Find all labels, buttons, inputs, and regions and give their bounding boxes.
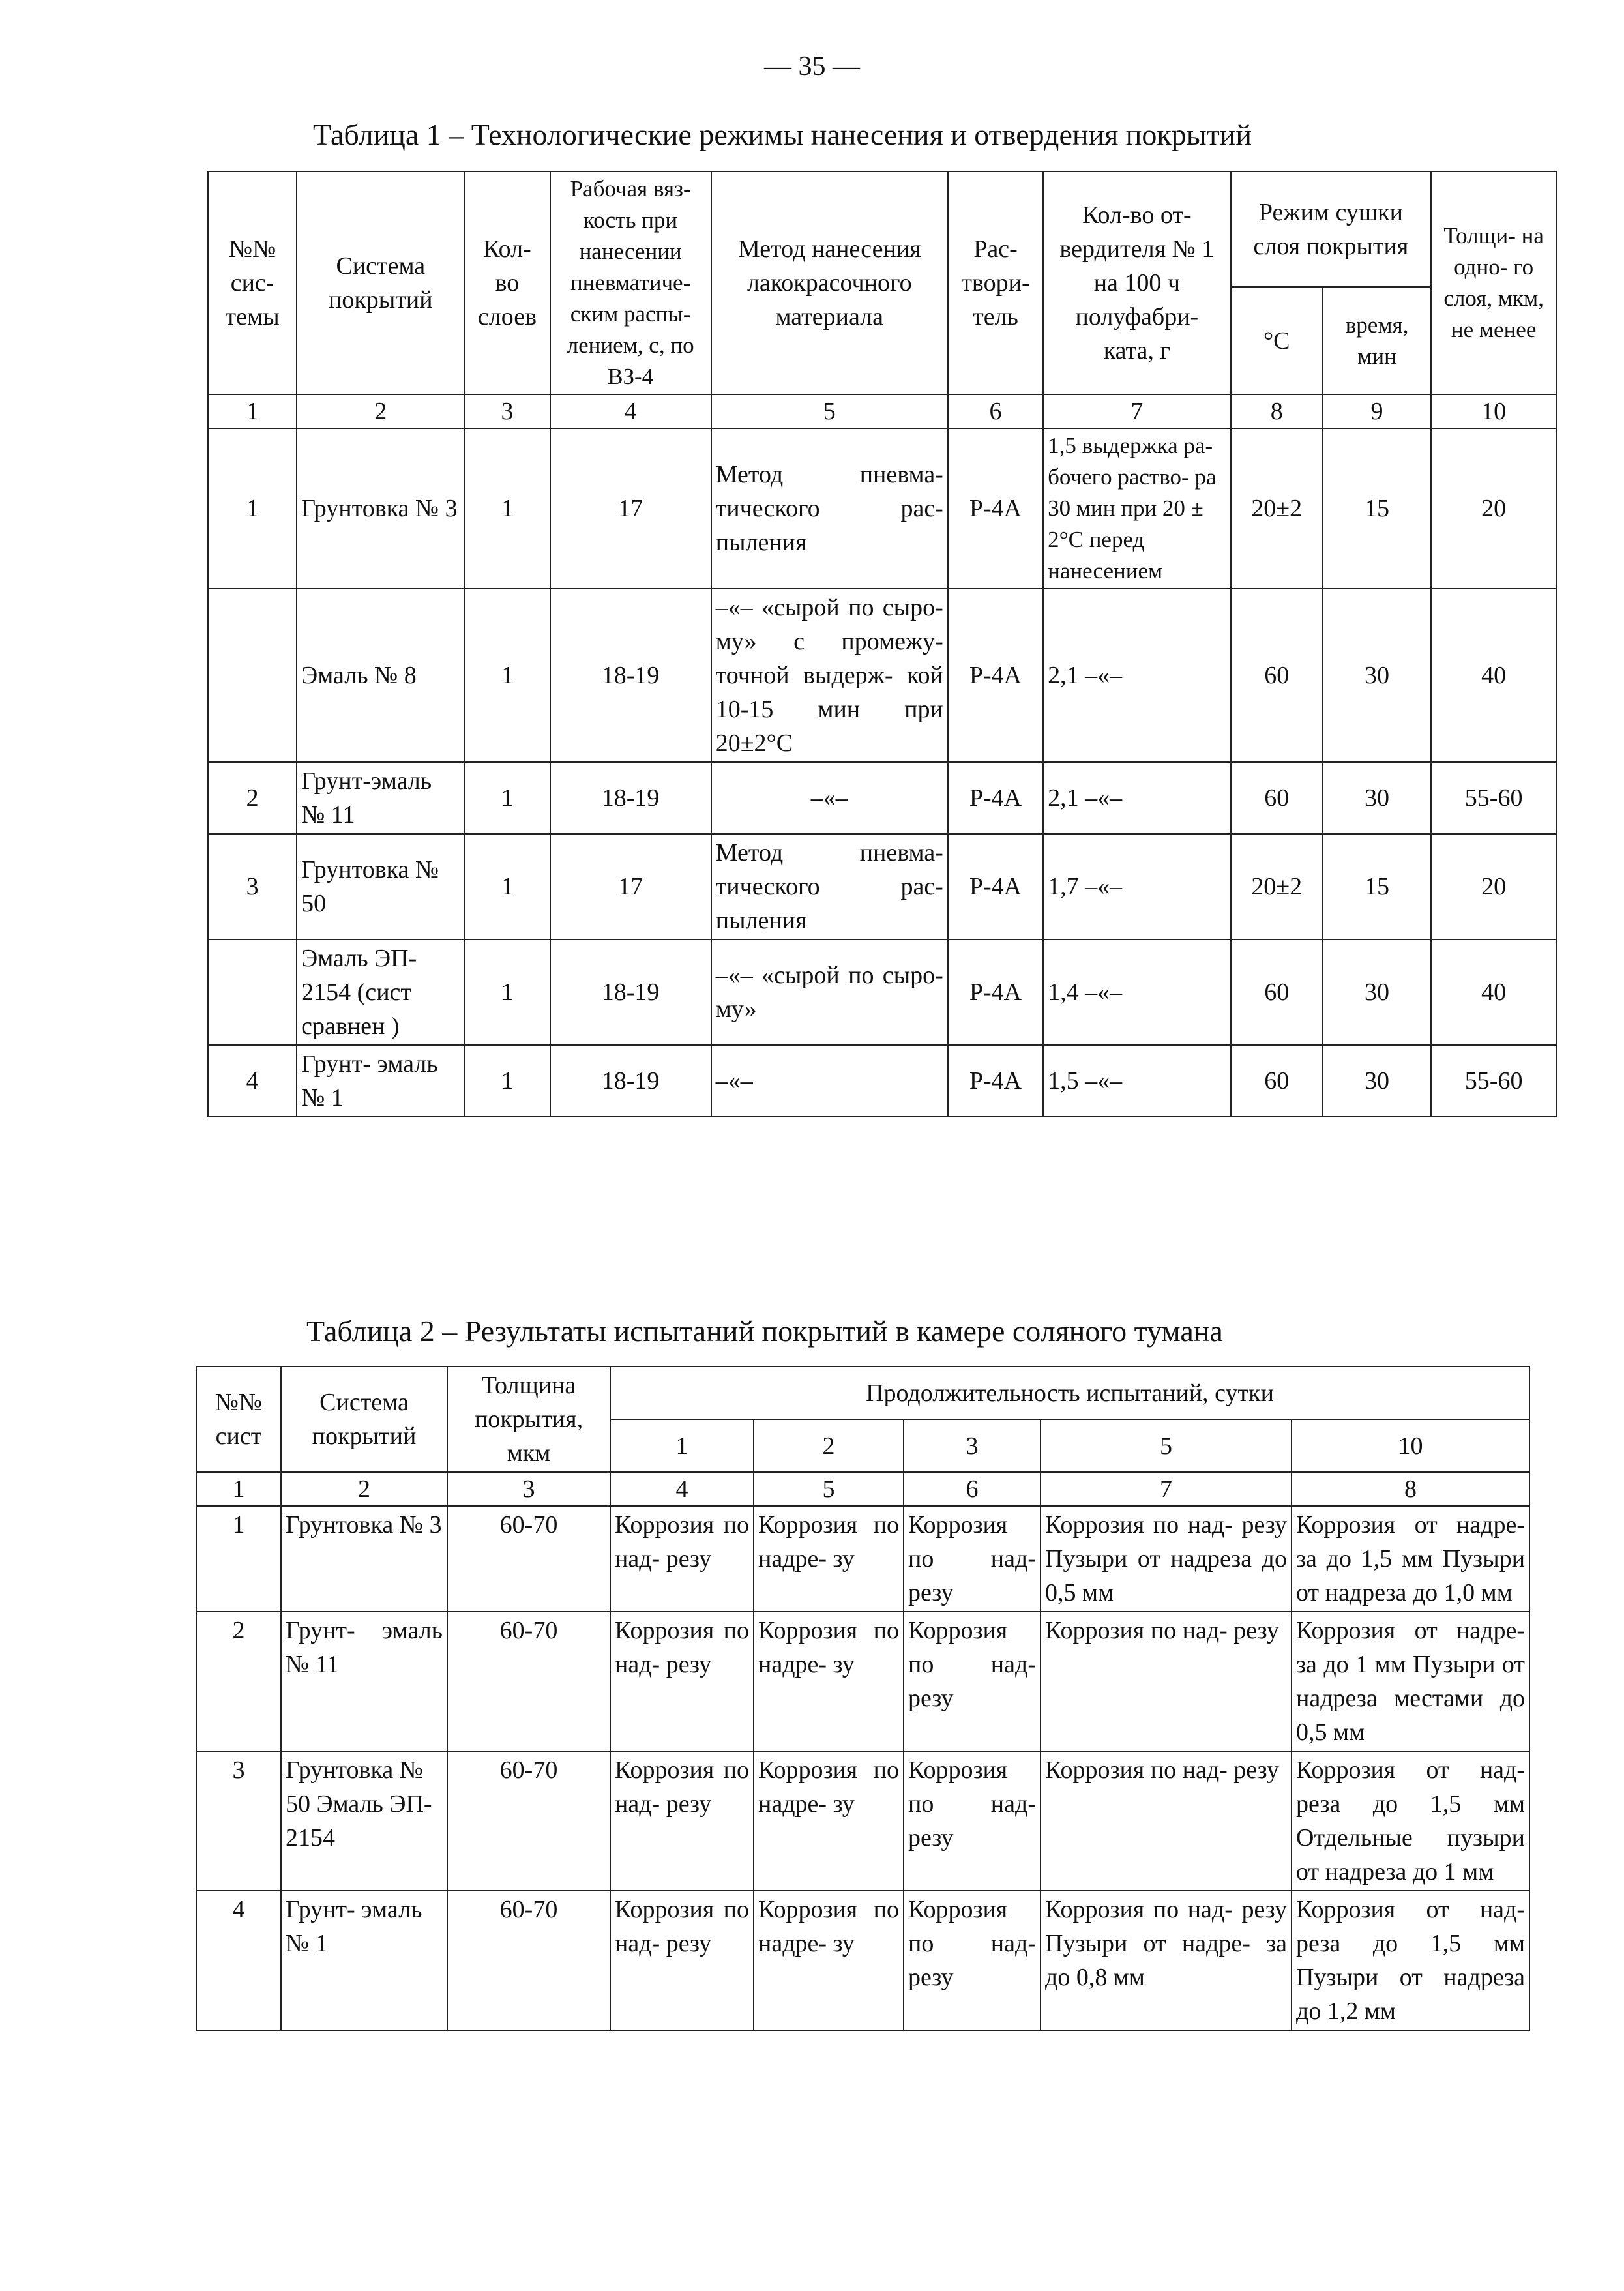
- cell-viscosity: 18-19: [550, 1045, 711, 1117]
- cell-method: –«– «сырой по сыро- му»: [711, 939, 948, 1045]
- cell-num: 2: [196, 1612, 281, 1751]
- table1-colnum-row: [208, 394, 1556, 428]
- t2-header-duration: Продолжительность испытаний, сутки: [610, 1367, 1529, 1419]
- t1-header-layers: Кол- во слоев: [464, 171, 550, 394]
- cell-method: Метод пневма- тического рас- пыления: [711, 428, 948, 589]
- cell-layers: 1: [464, 762, 550, 834]
- cell-day10: Коррозия от надре- за до 1,5 мм Пузыри от надреза до 1,0 мм: [1292, 1506, 1529, 1612]
- t2-colnum: 4: [610, 1472, 754, 1506]
- table-row: [208, 762, 1556, 834]
- cell-day5: Коррозия по над- резу Пузыри от надреза до 0,5 мм: [1041, 1506, 1292, 1612]
- cell-num: [208, 589, 297, 762]
- table-row: [196, 1612, 1529, 1751]
- t1-header-system: Система покрытий: [297, 171, 464, 394]
- page-number: — 35 —: [764, 52, 860, 81]
- cell-day5: Коррозия по над- резу: [1041, 1612, 1292, 1751]
- cell-day1: Коррозия по над- резу: [610, 1751, 754, 1891]
- t2-colnum: 5: [754, 1472, 904, 1506]
- t2-header-thickness: Толщина покрытия, мкм: [447, 1367, 610, 1472]
- cell-system: Грунт- эмаль № 1: [281, 1891, 447, 2030]
- t1-colnum: 8: [1231, 394, 1323, 428]
- cell-time: 15: [1323, 834, 1431, 939]
- t2-colnum: 1: [196, 1472, 281, 1506]
- t1-colnum: 1: [208, 394, 297, 428]
- cell-viscosity: 18-19: [550, 939, 711, 1045]
- cell-hardener: 1,5 выдержка ра- бочего раство- ра 30 мин при 20 ± 2°С перед нанесением: [1043, 428, 1231, 589]
- table1-header-row: [208, 171, 1556, 287]
- cell-num: 3: [196, 1751, 281, 1891]
- cell-day2: Коррозия по надре- зу: [754, 1612, 904, 1751]
- cell-thickness: 55-60: [1431, 1045, 1556, 1117]
- cell-num: [208, 939, 297, 1045]
- cell-thickness: 40: [1431, 589, 1556, 762]
- t2-colnum: 8: [1292, 1472, 1529, 1506]
- cell-temp: 60: [1231, 1045, 1323, 1117]
- t2-header-system: Система покрытий: [281, 1367, 447, 1472]
- cell-layers: 1: [464, 834, 550, 939]
- cell-system: Грунтовка № 3: [297, 428, 464, 589]
- cell-viscosity: 18-19: [550, 762, 711, 834]
- cell-layers: 1: [464, 428, 550, 589]
- cell-time: 15: [1323, 428, 1431, 589]
- cell-thickness: 60-70: [447, 1612, 610, 1751]
- cell-num: 1: [208, 428, 297, 589]
- t1-header-method: Метод нанесения лакокрасочного материала: [711, 171, 948, 394]
- table-row: [208, 939, 1556, 1045]
- t2-colnum: 7: [1041, 1472, 1292, 1506]
- t1-colnum: 2: [297, 394, 464, 428]
- cell-day10: Коррозия от над- реза до 1,5 мм Пузыри от надреза до 1,2 мм: [1292, 1891, 1529, 2030]
- cell-day10: Коррозия от над- реза до 1,5 мм Отдельные пузыри от надреза до 1 мм: [1292, 1751, 1529, 1891]
- cell-day3: Коррозия по над- резу: [904, 1506, 1041, 1612]
- table-row: [196, 1891, 1529, 2030]
- cell-layers: 1: [464, 1045, 550, 1117]
- t1-colnum: 10: [1431, 394, 1556, 428]
- t1-header-viscosity: Рабочая вяз- кость при нанесении пневматиче- ским распы- лением, с, по ВЗ-4: [550, 171, 711, 394]
- cell-day2: Коррозия по надре- зу: [754, 1506, 904, 1612]
- cell-time: 30: [1323, 939, 1431, 1045]
- cell-day2: Коррозия по надре- зу: [754, 1891, 904, 2030]
- cell-day1: Коррозия по над- резу: [610, 1891, 754, 2030]
- cell-day2: Коррозия по надре- зу: [754, 1751, 904, 1891]
- t1-colnum: 5: [711, 394, 948, 428]
- cell-layers: 1: [464, 589, 550, 762]
- cell-thickness: 60-70: [447, 1506, 610, 1612]
- t1-colnum: 7: [1043, 394, 1231, 428]
- cell-num: 2: [208, 762, 297, 834]
- table1: [207, 171, 1557, 1117]
- cell-system: Грунт- эмаль № 11: [281, 1612, 447, 1751]
- t1-header-solvent: Рас- твори- тель: [948, 171, 1043, 394]
- t1-colnum: 3: [464, 394, 550, 428]
- cell-method: –«–: [711, 762, 948, 834]
- cell-hardener: 1,4 –«–: [1043, 939, 1231, 1045]
- t1-colnum: 4: [550, 394, 711, 428]
- cell-temp: 60: [1231, 939, 1323, 1045]
- cell-hardener: 2,1 –«–: [1043, 762, 1231, 834]
- t1-header-temp: °С: [1231, 287, 1323, 394]
- cell-thickness: 40: [1431, 939, 1556, 1045]
- table-row: [208, 834, 1556, 939]
- t1-header-drying: Режим сушки слоя покрытия: [1231, 171, 1432, 287]
- cell-solvent: Р-4А: [948, 589, 1043, 762]
- t2-header-day: 3: [904, 1419, 1041, 1472]
- cell-thickness: 20: [1431, 834, 1556, 939]
- cell-day5: Коррозия по над- резу: [1041, 1751, 1292, 1891]
- table-row: [196, 1751, 1529, 1891]
- cell-layers: 1: [464, 939, 550, 1045]
- cell-thickness: 55-60: [1431, 762, 1556, 834]
- cell-num: 3: [208, 834, 297, 939]
- t2-header-day: 5: [1041, 1419, 1292, 1472]
- table2-colnum-row: [196, 1472, 1529, 1506]
- t2-header-day: 1: [610, 1419, 754, 1472]
- cell-system: Эмаль № 8: [297, 589, 464, 762]
- cell-viscosity: 17: [550, 834, 711, 939]
- cell-system: Грунтовка № 50: [297, 834, 464, 939]
- t2-header-num: №№ сист: [196, 1367, 281, 1472]
- t1-header-hardener: Кол-во от- вердителя № 1 на 100 ч полуфабри- ката, г: [1043, 171, 1231, 394]
- cell-thickness: 60-70: [447, 1891, 610, 2030]
- cell-method: –«– «сырой по сыро- му» с промежу- точной выдерж- кой 10-15 мин при 20±2°С: [711, 589, 948, 762]
- cell-thickness: 20: [1431, 428, 1556, 589]
- table-row: [208, 589, 1556, 762]
- cell-day1: Коррозия по над- резу: [610, 1506, 754, 1612]
- t1-header-time: время, мин: [1323, 287, 1431, 394]
- cell-system: Грунт- эмаль № 1: [297, 1045, 464, 1117]
- cell-day3: Коррозия по над- резу: [904, 1612, 1041, 1751]
- cell-time: 30: [1323, 762, 1431, 834]
- cell-system: Грунт-эмаль № 11: [297, 762, 464, 834]
- cell-time: 30: [1323, 1045, 1431, 1117]
- cell-temp: 20±2: [1231, 428, 1323, 589]
- t1-colnum: 6: [948, 394, 1043, 428]
- cell-system: Грунтовка № 50 Эмаль ЭП- 2154: [281, 1751, 447, 1891]
- t1-header-num: №№ сис- темы: [208, 171, 297, 394]
- cell-system: Эмаль ЭП- 2154 (сист сравнен ): [297, 939, 464, 1045]
- cell-solvent: Р-4А: [948, 428, 1043, 589]
- cell-hardener: 1,7 –«–: [1043, 834, 1231, 939]
- cell-temp: 60: [1231, 589, 1323, 762]
- cell-temp: 20±2: [1231, 834, 1323, 939]
- t1-header-thickness: Толщи- на одно- го слоя, мкм, не менее: [1431, 171, 1556, 394]
- cell-temp: 60: [1231, 762, 1323, 834]
- cell-viscosity: 18-19: [550, 589, 711, 762]
- t2-colnum: 2: [281, 1472, 447, 1506]
- cell-num: 1: [196, 1506, 281, 1612]
- cell-solvent: Р-4А: [948, 939, 1043, 1045]
- table2: [196, 1366, 1530, 2031]
- t1-colnum: 9: [1323, 394, 1431, 428]
- cell-day5: Коррозия по над- резу Пузыри от надре- за до 0,8 мм: [1041, 1891, 1292, 2030]
- table2-header-row: [196, 1367, 1529, 1419]
- cell-method: –«–: [711, 1045, 948, 1117]
- table2-caption: Таблица 2 – Результаты испытаний покрытий в камере соляного тумана: [306, 1314, 1223, 1348]
- cell-system: Грунтовка № 3: [281, 1506, 447, 1612]
- table-row: [196, 1506, 1529, 1612]
- t2-colnum: 6: [904, 1472, 1041, 1506]
- t2-colnum: 3: [447, 1472, 610, 1506]
- cell-time: 30: [1323, 589, 1431, 762]
- t2-header-day: 10: [1292, 1419, 1529, 1472]
- cell-solvent: Р-4А: [948, 834, 1043, 939]
- cell-method: Метод пневма- тического рас- пыления: [711, 834, 948, 939]
- cell-day10: Коррозия от надре- за до 1 мм Пузыри от надреза местами до 0,5 мм: [1292, 1612, 1529, 1751]
- cell-day3: Коррозия по над- резу: [904, 1751, 1041, 1891]
- cell-num: 4: [196, 1891, 281, 2030]
- table1-caption: Таблица 1 – Технологические режимы нанесения и отвердения покрытий: [313, 118, 1252, 151]
- cell-day3: Коррозия по над- резу: [904, 1891, 1041, 2030]
- cell-hardener: 2,1 –«–: [1043, 589, 1231, 762]
- table-row: [208, 428, 1556, 589]
- cell-day1: Коррозия по над- резу: [610, 1612, 754, 1751]
- table-row: [208, 1045, 1556, 1117]
- cell-viscosity: 17: [550, 428, 711, 589]
- cell-thickness: 60-70: [447, 1751, 610, 1891]
- cell-hardener: 1,5 –«–: [1043, 1045, 1231, 1117]
- cell-solvent: Р-4А: [948, 1045, 1043, 1117]
- cell-num: 4: [208, 1045, 297, 1117]
- t2-header-day: 2: [754, 1419, 904, 1472]
- cell-solvent: Р-4А: [948, 762, 1043, 834]
